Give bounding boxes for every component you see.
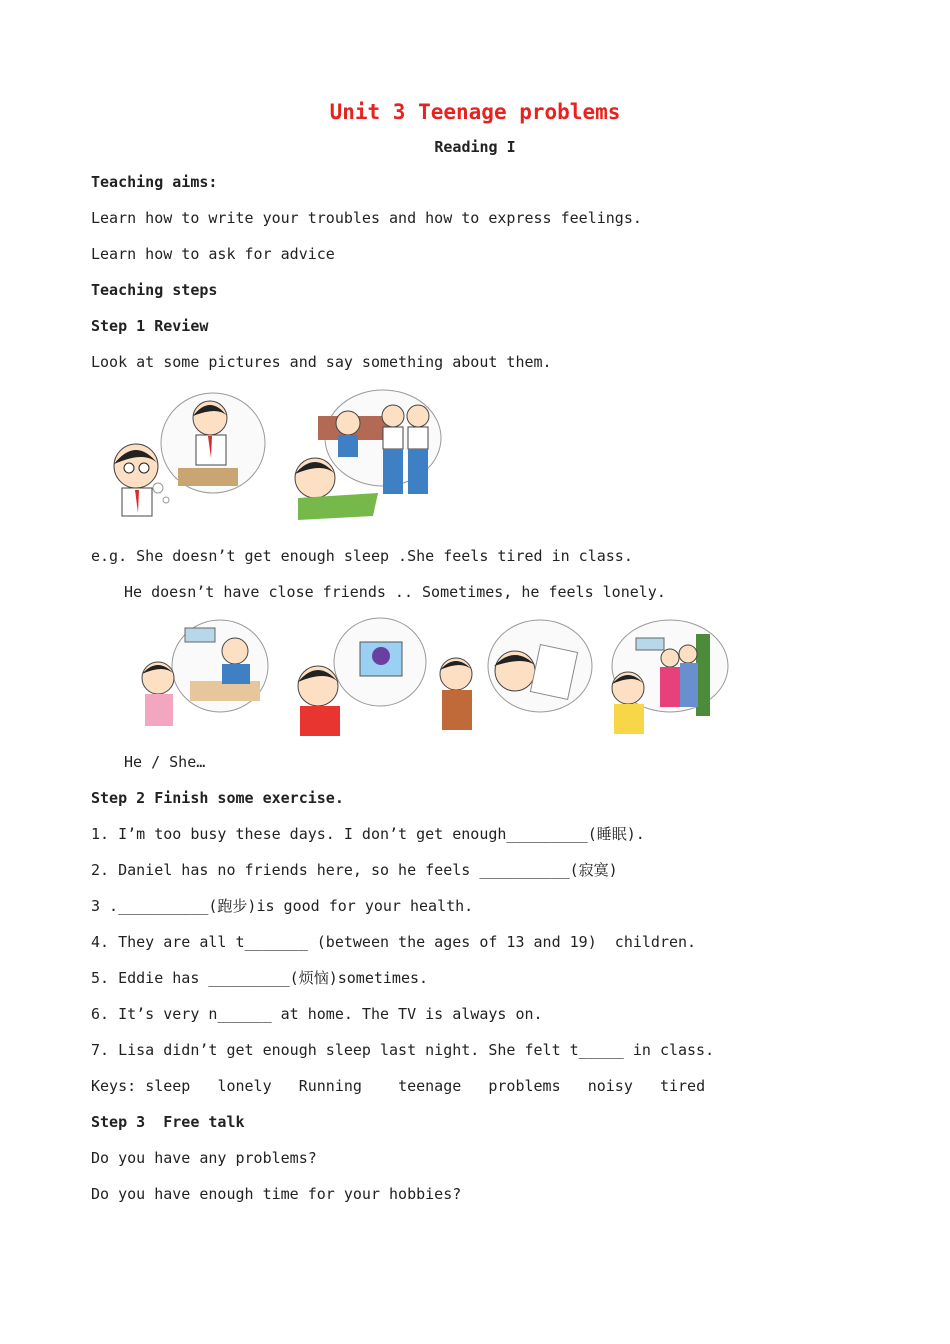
key-lonely: lonely xyxy=(217,1077,272,1095)
illustration-problems-row xyxy=(130,616,730,738)
exercise-item-2: 2. Daniel has no friends here, so he feels __________(寂寞) xyxy=(91,861,618,879)
key-teenage: teenage xyxy=(398,1077,462,1095)
key-sleep: sleep xyxy=(145,1077,191,1095)
worried-girl-exam-illustration xyxy=(440,620,592,730)
aim-1: Learn how to write your troubles and how to express feelings. xyxy=(91,209,642,227)
free-talk-question-1: Do you have any problems? xyxy=(91,1149,317,1167)
illustration-tired-and-lonely xyxy=(98,388,448,528)
exercise-item-7: 7. Lisa didn’t get enough sleep last night. She felt t_____ in class. xyxy=(91,1041,715,1059)
late-home-illustration xyxy=(612,620,728,734)
exercise-item-4: 4. They are all t_______ (between the ages of 13 and 19) children. xyxy=(91,933,697,951)
teaching-aims-heading: Teaching aims: xyxy=(91,173,218,191)
exercise-item-1: 1. I’m too busy these days. I don’t get enough_________(睡眠). xyxy=(91,825,645,843)
answer-keys xyxy=(91,1076,705,1096)
exercise-item-6: 6. It’s very n______ at home. The TV is always on. xyxy=(91,1005,543,1023)
step1-instruction: Look at some pictures and say something about them. xyxy=(91,353,552,371)
lonely-boy-illustration xyxy=(295,390,441,520)
step2-heading: Step 2 Finish some exercise. xyxy=(91,789,344,807)
key-tired: tired xyxy=(659,1077,706,1095)
keys-label: Keys: xyxy=(91,1077,137,1095)
page-subtitle: Reading I xyxy=(434,138,516,156)
step3-heading: Step 3 Free talk xyxy=(91,1113,245,1131)
step1-example-2: He doesn’t have close friends .. Sometimes, he feels lonely. xyxy=(124,583,666,601)
aim-2: Learn how to ask for advice xyxy=(91,245,335,263)
teaching-steps-heading: Teaching steps xyxy=(91,281,218,299)
busy-homework-illustration xyxy=(142,620,268,726)
exercise-item-5: 5. Eddie has _________(烦恼)sometimes. xyxy=(91,969,429,987)
free-talk-question-2: Do you have enough time for your hobbies? xyxy=(91,1185,462,1203)
step1-prompt: He / She… xyxy=(124,753,206,771)
key-running: Running xyxy=(298,1077,362,1095)
exercise-item-3: 3 .__________(跑步)is good for your health. xyxy=(91,897,474,915)
noisy-tv-illustration xyxy=(298,618,426,736)
step1-heading: Step 1 Review xyxy=(91,317,209,335)
key-problems: problems xyxy=(488,1077,561,1095)
step1-example-1: e.g. She doesn’t get enough sleep .She feels tired in class. xyxy=(91,547,633,565)
page-title: Unit 3 Teenage problems xyxy=(329,100,621,124)
key-noisy: noisy xyxy=(587,1077,633,1095)
tired-student-illustration xyxy=(114,393,265,516)
